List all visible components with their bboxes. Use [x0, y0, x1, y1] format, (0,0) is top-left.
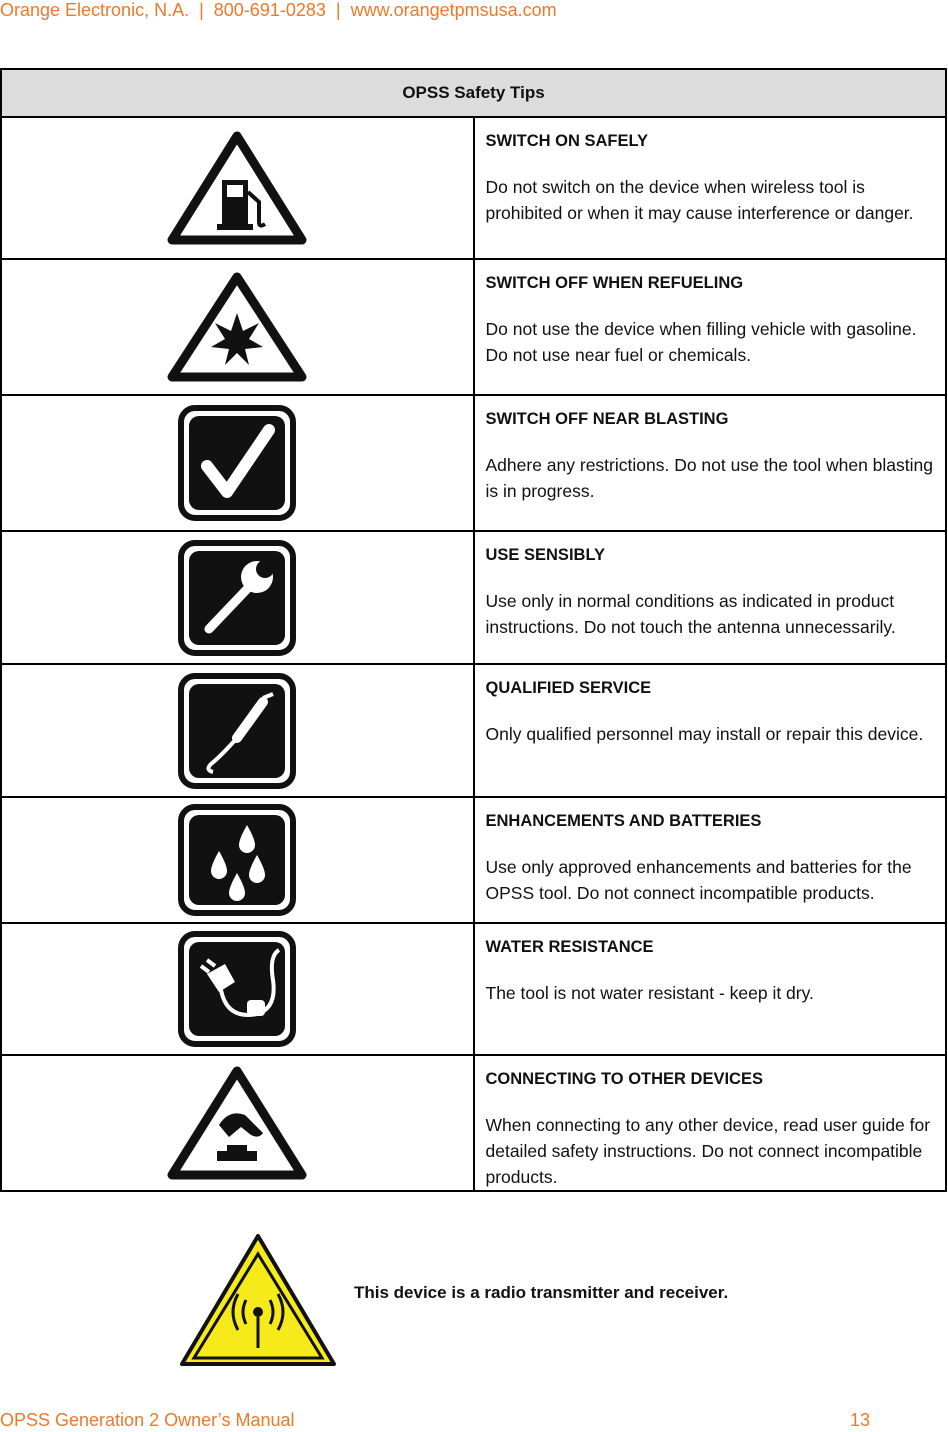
- company-name: Orange Electronic, N.A.: [0, 0, 190, 20]
- tip-text: Adhere any restrictions. Do not use the tool when blasting is in progress.: [485, 455, 933, 501]
- table-row: [1, 797, 946, 923]
- table-row: [1, 664, 946, 797]
- page-footer: [0, 1410, 948, 1432]
- tip-title: SWITCH OFF WHEN REFUELING: [485, 274, 744, 292]
- tip-text: Do not switch on the device when wireless tool is prohibited or when it may cause interference or danger.: [485, 177, 914, 223]
- tip-text: Do not use the device when filling vehicle with gasoline. Do not use near fuel or chemicals.: [485, 319, 917, 365]
- tip-title: CONNECTING TO OTHER DEVICES: [485, 1070, 763, 1088]
- soldering-iron-icon: [1, 664, 474, 797]
- tip-title: ENHANCEMENTS AND BATTERIES: [485, 812, 762, 830]
- page-number: 13: [850, 1410, 871, 1430]
- tip-text: When connecting to any other device, read user guide for detailed safety instructions. Do not connect incompatible products.: [485, 1115, 931, 1187]
- checkmark-icon: [1, 395, 474, 531]
- hand-device-warning-icon: [1, 1055, 474, 1191]
- page-header: [0, 0, 557, 24]
- table-row: [1, 1055, 946, 1191]
- tip-title: WATER RESISTANCE: [485, 938, 654, 956]
- radio-notice-text: This device is a radio transmitter and receiver.: [354, 1283, 729, 1302]
- manual-title: OPSS Generation 2 Owner’s Manual: [0, 1410, 295, 1430]
- tip-title: QUALIFIED SERVICE: [485, 679, 652, 697]
- tip-text: Use only in normal conditions as indicated in product instructions. Do not touch the antenna unnecessarily.: [485, 591, 896, 637]
- tip-title: USE SENSIBLY: [485, 546, 606, 564]
- table-row: [1, 923, 946, 1055]
- header-separator: |: [199, 0, 204, 20]
- explosion-warning-icon: [1, 259, 474, 395]
- table-row: [1, 117, 946, 259]
- header-separator: |: [335, 0, 341, 20]
- safety-tips-table: [0, 68, 947, 1192]
- water-drops-icon: [1, 797, 474, 923]
- table-header-row: [1, 69, 946, 117]
- table-row: [1, 259, 946, 395]
- tip-text: The tool is not water resistant - keep it dry.: [485, 983, 814, 1003]
- radio-transmitter-warning-icon: [176, 1230, 340, 1370]
- tip-title: SWITCH OFF NEAR BLASTING: [485, 410, 729, 428]
- table-title: OPSS Safety Tips: [1, 69, 946, 117]
- phone-number: 800-691-0283: [213, 0, 326, 20]
- tip-text: Use only approved enhancements and batteries for the OPSS tool. Do not connect incompatible products.: [485, 857, 912, 903]
- table-row: [1, 395, 946, 531]
- plug-cable-icon: [1, 923, 474, 1055]
- table-row: [1, 531, 946, 664]
- fuel-pump-warning-icon: [1, 117, 474, 259]
- tip-title: SWITCH ON SAFELY: [485, 132, 649, 150]
- wrench-icon: [1, 531, 474, 664]
- website-link[interactable]: www.orangetpmsusa.com: [350, 0, 557, 20]
- tip-text: Only qualified personnel may install or repair this device.: [485, 724, 924, 744]
